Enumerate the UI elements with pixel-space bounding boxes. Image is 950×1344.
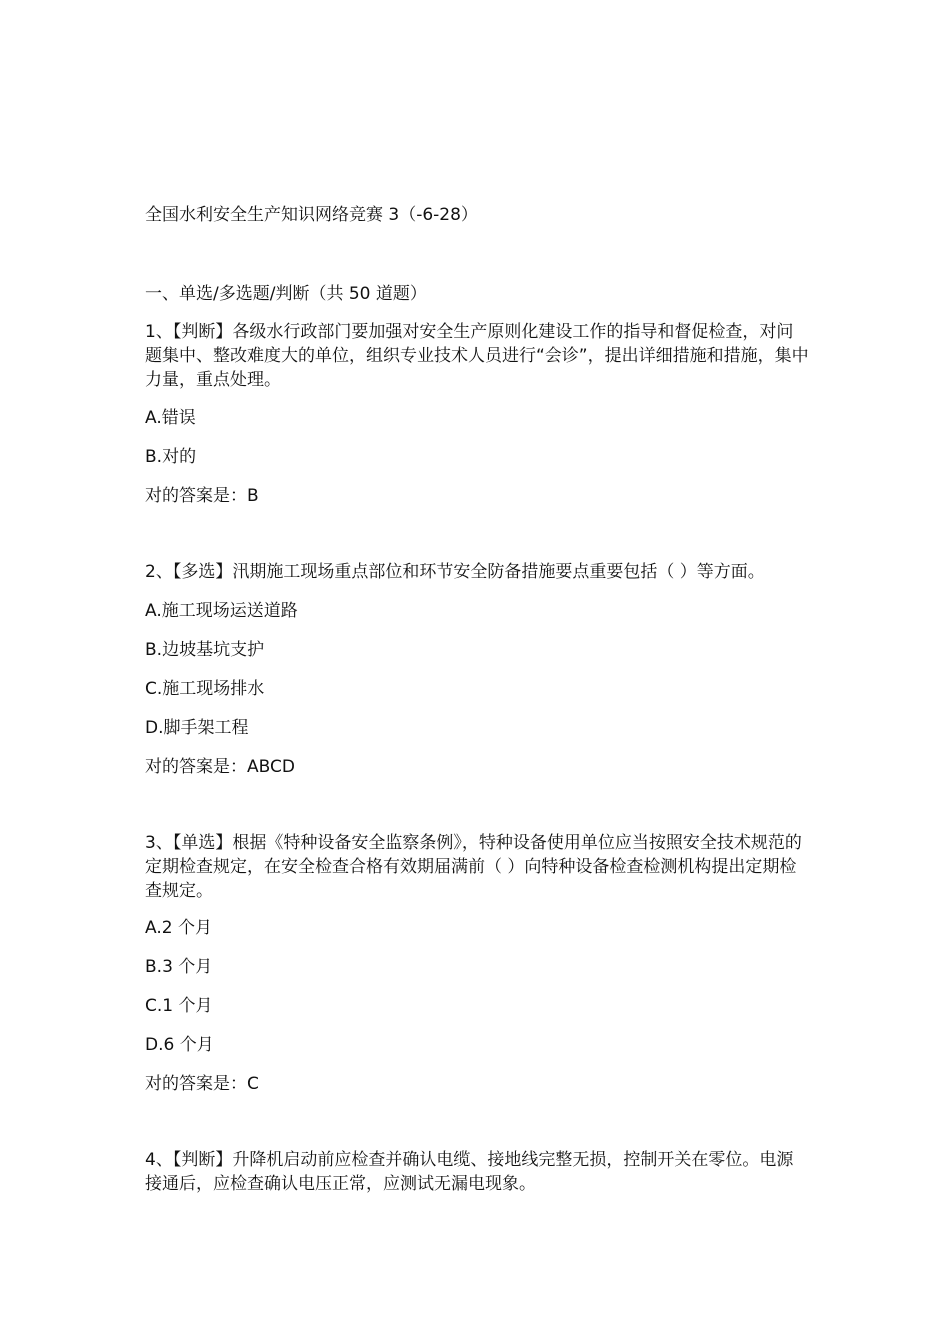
question-1-text: 1、【判断】各级水行政部门要加强对安全生产原则化建设工作的指导和督促检查，对问题集中、整改难度大的单位，组织专业技术人员进行“会诊”，提出详细措施和措施，集中力量，重点处理。 — [145, 322, 809, 390]
question-3-answer: 对的答案是：C — [145, 1074, 259, 1094]
question-2-text: 2、【多选】汛期施工现场重点部位和环节安全防备措施要点重要包括（ ）等方面。 — [145, 562, 765, 582]
section-heading: 一、单选/多选题/判断（共 50 道题） — [145, 284, 427, 304]
question-1-option-b: B.对的 — [145, 447, 197, 467]
question-3-option-c: C.1 个月 — [145, 996, 213, 1016]
question-3-option-a: A.2 个月 — [145, 918, 212, 938]
question-3-text: 3、【单选】根据《特种设备安全监察条例》，特种设备使用单位应当按照安全技术规范的定期检查规定，在安全检查合格有效期届满前（ ）向特种设备检查检测机构提出定期检查规定。 — [145, 833, 802, 901]
question-2-option-a: A.施工现场运送道路 — [145, 601, 298, 621]
question-1-option-a: A.错误 — [145, 408, 196, 428]
question-4-text: 4、【判断】升降机启动前应检查并确认电缆、接地线完整无损，控制开关在零位。电源接通后，应检查确认电压正常，应测试无漏电现象。 — [145, 1150, 794, 1194]
question-3-option-d: D.6 个月 — [145, 1035, 214, 1055]
question-2-option-c: C.施工现场排水 — [145, 679, 265, 699]
question-1-answer: 对的答案是：B — [145, 486, 259, 506]
document-title: 全国水利安全生产知识网络竞赛 3（-6-28） — [145, 205, 478, 225]
question-2-option-b: B.边坡基坑支护 — [145, 640, 265, 660]
question-3-option-b: B.3 个月 — [145, 957, 213, 977]
question-2-option-d: D.脚手架工程 — [145, 718, 249, 738]
question-2-answer: 对的答案是：ABCD — [145, 757, 295, 777]
